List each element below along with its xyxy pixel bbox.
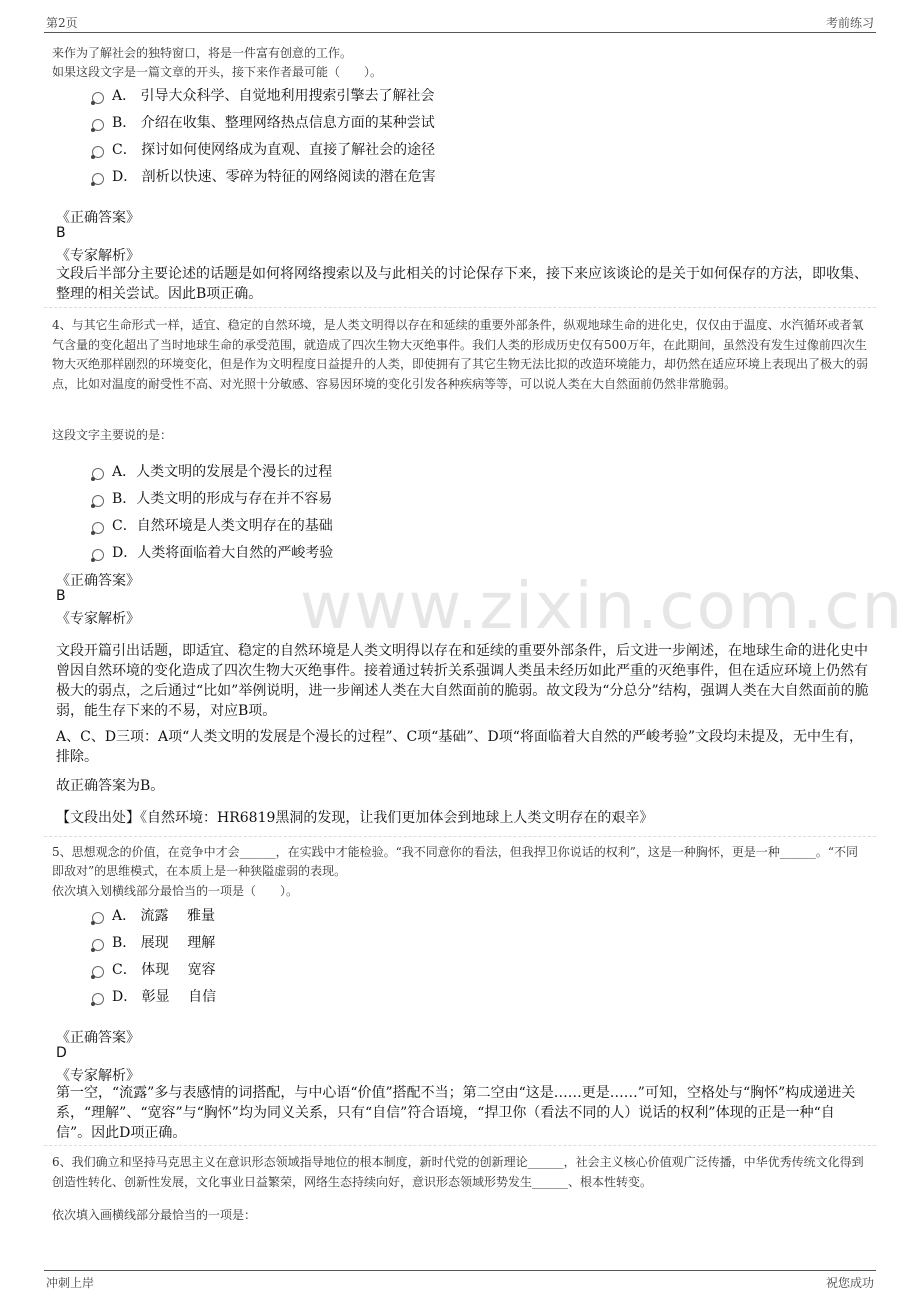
q5-option-a[interactable]: A． 流露 雅量 (92, 905, 215, 925)
q4-question: 这段文字主要说的是： (52, 428, 173, 442)
q5-stem: 5、思想观念的价值，在竞争中才会______，在实践中才能检验。“我不同意你的看法，但我捍卫你说话的权利”，这是一种胸怀，更是一种______。“不同即敌对”的思维模式，在本质上是一种狭隘虚弱的表现。 (52, 845, 859, 878)
q3-question: 如果这段文字是一篇文章的开头，接下来作者最可能（ ）。 (52, 65, 383, 79)
page-footer (44, 1270, 876, 1292)
radio-icon[interactable] (92, 146, 104, 158)
q5-answer-label: 《正确答案》 (56, 1030, 140, 1046)
q4-stem: 4、与其它生命形式一样，适宜、稳定的自然环境，是人类文明得以存在和延续的重要外部条件，纵观地球生命的进化史，仅仅由于温度、水汽循环或者氧气含量的变化超出了当时地球生命的承受范围，就造成了四次生物大灭绝事件。我们人类的形成历史仅有500万年，在此期间，虽然没有发生过像前四次生物大灭绝那样剧烈的环境变化，但是作为文明程度日益提升的人类，即使拥有了其它生物无法比拟的改造环境能力，却仍然在适应环境上表现出了极大的弱点，比如对温度的耐受性不高、对光照十分敏感、容易因环境的变化引发各种疾病等等，可以说人类在大自然面前仍然非常脆弱。 (52, 318, 869, 391)
radio-icon[interactable] (92, 522, 104, 534)
q3-option-a[interactable]: A． 引导大众科学、自觉地利用搜索引擎去了解社会 (92, 85, 435, 105)
footer-left: 冲刺上岸 (46, 1276, 95, 1290)
q5-answer: D (56, 1045, 67, 1061)
q3-option-b[interactable]: B． 介绍在收集、整理网络热点信息方面的某种尝试 (92, 112, 435, 132)
q6-stem: 6、我们确立和坚持马克思主义在意识形态领域指导地位的根本制度，新时代党的创新理论______，社会主义核心价值观广泛传播，中华优秀传统文化得到创造性转化、创新性发展，文化事业日益繁荣，网络生态持续向好，意识形态领域形势发生______、根本性转变。 (52, 1155, 864, 1189)
q3-analysis-label: 《专家解析》 (56, 248, 140, 264)
q5-analysis: 第一空，“流露”多与表感情的词搭配，与中心语“价值”搭配不当；第二空由“这是……更是……”可知，空格处与“胸怀”构成递进关系，“理解”、“宽容”与“胸怀”均为同义关系，只有“自信”符合语境，“捍卫你（看法不同的人）说话的权利”体现的正是一种“自信”。因此D项正确。 (56, 1085, 856, 1141)
radio-icon[interactable] (92, 173, 104, 185)
q3-answer-label: 《正确答案》 (56, 210, 140, 226)
page-header (44, 14, 876, 33)
q5-question: 依次填入划横线部分最恰当的一项是（ ）。 (52, 884, 299, 898)
radio-icon[interactable] (92, 939, 104, 951)
watermark: www.zixin.com.cn (300, 570, 905, 644)
q4-analysis-2: A、C、D三项：A项“人类文明的发展是个漫长的过程”、C项“基础”、D项“将面临着大自然的严峻考验”文段均未提及，无中生有，排除。 (56, 729, 864, 765)
radio-icon[interactable] (92, 993, 104, 1005)
q6-question: 依次填入画横线部分最恰当的一项是： (52, 1208, 257, 1222)
q4-analysis-3: 故正确答案为B。 (56, 778, 165, 794)
q4-option-c[interactable]: C．自然环境是人类文明存在的基础 (92, 515, 333, 535)
q4-option-b[interactable]: B．人类文明的形成与存在并不容易 (92, 488, 332, 508)
radio-icon[interactable] (92, 549, 104, 561)
radio-icon[interactable] (92, 468, 104, 480)
q5-option-b[interactable]: B． 展现 理解 (92, 932, 215, 952)
q4-answer-label: 《正确答案》 (56, 573, 140, 589)
divider (44, 836, 876, 837)
divider (44, 1145, 876, 1146)
radio-icon[interactable] (92, 966, 104, 978)
page-number: 第2页 (46, 16, 78, 30)
q5-option-d[interactable]: D． 彰显 自信 (92, 986, 216, 1006)
q5-analysis-label: 《专家解析》 (56, 1068, 140, 1084)
divider (44, 307, 876, 308)
header-title: 考前练习 (825, 16, 874, 30)
q3-answer: B (56, 225, 66, 241)
q4-source: 【文段出处】《自然环境：HR6819黑洞的发现，让我们更加体会到地球上人类文明存在的艰辛》 (56, 810, 654, 826)
radio-icon[interactable] (92, 119, 104, 131)
q3-option-c[interactable]: C． 探讨如何使网络成为直观、直接了解社会的途径 (92, 139, 435, 159)
q3-option-d[interactable]: D． 剖析以快速、零碎为特征的网络阅读的潜在危害 (92, 166, 436, 186)
q4-option-a[interactable]: A．人类文明的发展是个漫长的过程 (92, 461, 332, 481)
radio-icon[interactable] (92, 495, 104, 507)
q3-intro: 来作为了解社会的独特窗口，将是一件富有创意的工作。 (52, 46, 353, 60)
radio-icon[interactable] (92, 92, 104, 104)
q5-option-c[interactable]: C． 体现 宽容 (92, 959, 216, 979)
q4-option-d[interactable]: D．人类将面临着大自然的严峻考验 (92, 542, 333, 562)
q4-answer: B (56, 588, 66, 604)
footer-right: 祝您成功 (825, 1276, 874, 1290)
q4-analysis-1: 文段开篇引出话题，即适宜、稳定的自然环境是人类文明得以存在和延续的重要外部条件，后文进一步阐述，在地球生命的进化史中曾因自然环境的变化造成了四次生物大灭绝事件。接着通过转折关系强调人类虽未经历如此严重的灭绝事件，但在适应环境上仍然有极大的弱点，之后通过“比如”举例说明，进一步阐述人类在大自然面前的脆弱。故文段为“分总分”结构，强调人类在大自然面前的脆弱，能生存下来的不易，对应B项。 (56, 643, 869, 719)
q3-analysis: 文段后半部分主要论述的话题是如何将网络搜索以及与此相关的讨论保存下来，接下来应该谈论的是关于如何保存的方法，即收集、整理的相关尝试。因此B项正确。 (56, 266, 868, 302)
radio-icon[interactable] (92, 912, 104, 924)
q4-analysis-label: 《专家解析》 (56, 611, 140, 627)
